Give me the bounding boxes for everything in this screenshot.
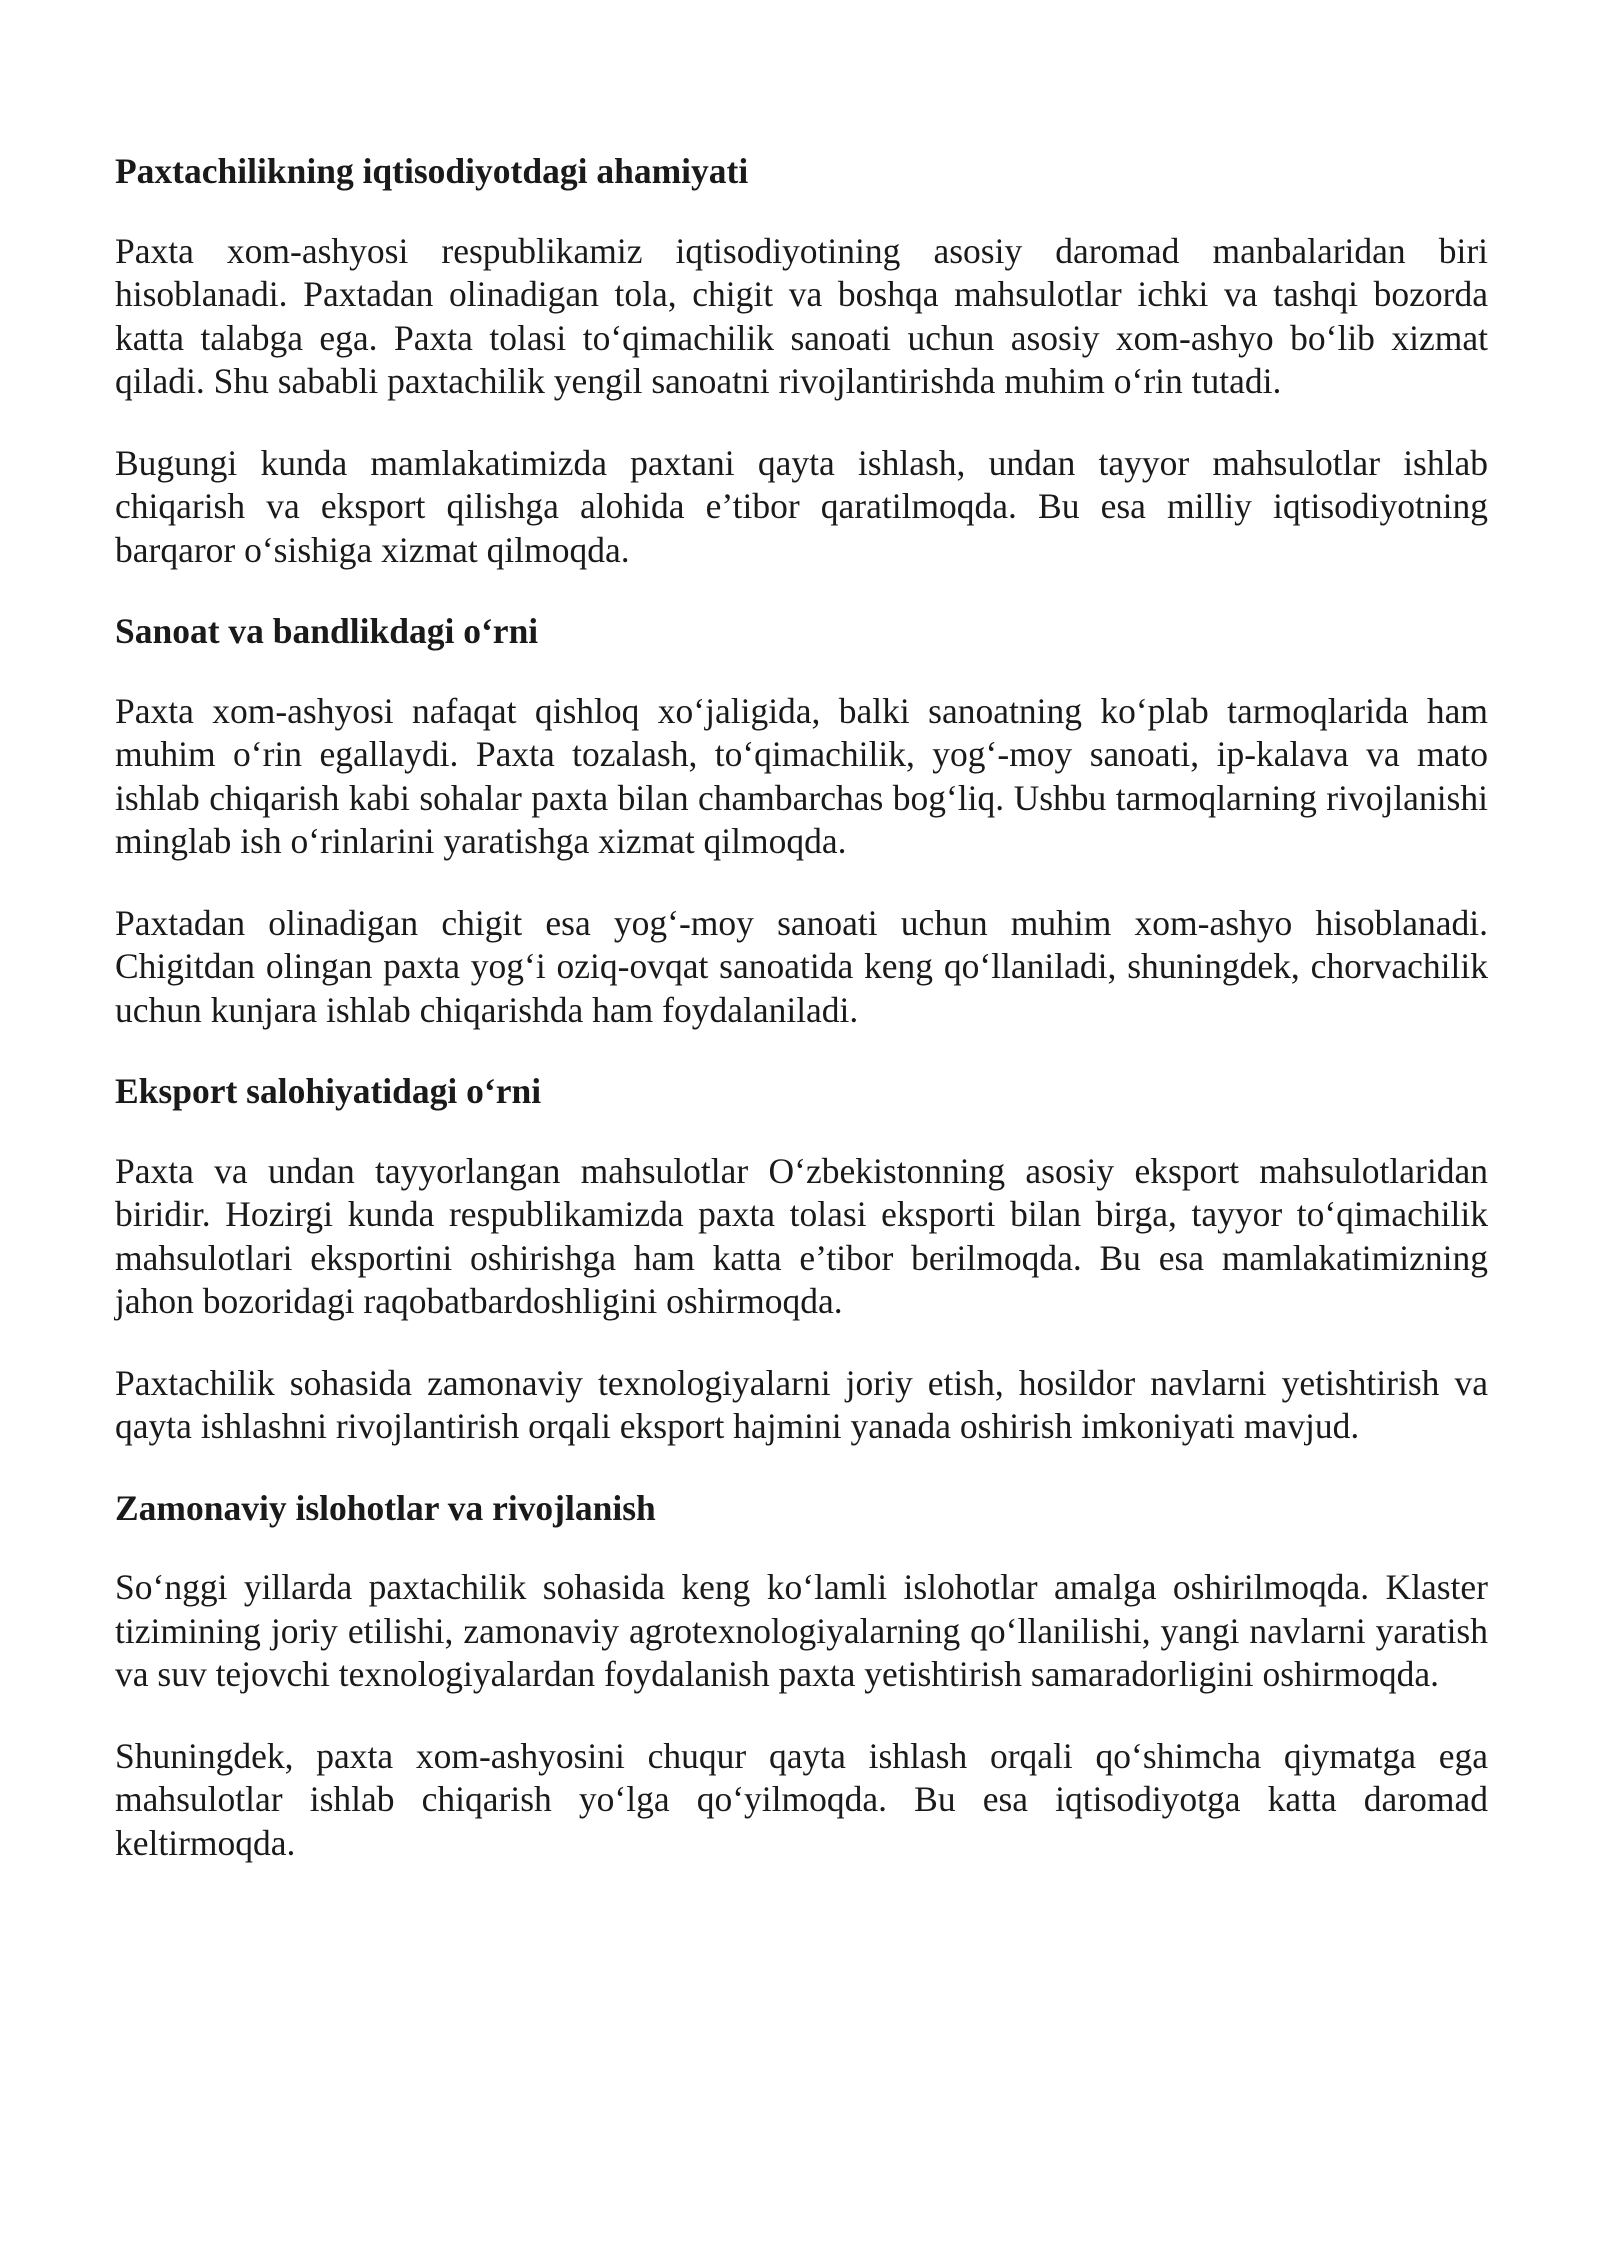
paragraph: So‘nggi yillarda paxtachilik sohasida keng ko‘lamli islohotlar amalga oshirilmoqda. Klaster tizimining joriy etilishi, zamonaviy agrotexnologiyalarning qo‘llanilishi, yangi navlarni yaratish va suv tejovchi texnologiyalardan foydalanish paxta yetishtirish samaradorligini oshirmoqda. [115, 1567, 1488, 1694]
section-modern-reforms [115, 1487, 1488, 1866]
paragraph: Paxta xom-ashyosi nafaqat qishloq xo‘jaligida, balki sanoatning ko‘plab tarmoqlarida ham muhim o‘rin egallaydi. Paxta tozalash, to‘qimachilik, yog‘-moy sanoati, ip-kalava va mato ishlab chiqarish kabi sohalar paxta bilan chambarchas bog‘liq. Ushbu tarmoqlarning rivojlanishi minglab ish o‘rinlarini yaratishga xizmat qilmoqda. [115, 690, 1488, 861]
section-heading: Zamonaviy islohotlar va rivojlanish [115, 1487, 656, 1528]
section-economic-importance [115, 150, 1488, 572]
paragraph: Bugungi kunda mamlakatimizda paxtani qayta ishlash, undan tayyor mahsulotlar ishlab chiqarish va eksport qilishga alohida e’tibor qaratilmoqda. Bu esa milliy iqtisodiyotning barqaror o‘sishiga xizmat qilmoqda. [115, 442, 1488, 570]
section-industry-employment [115, 610, 1488, 1032]
paragraph: Shuningdek, paxta xom-ashyosini chuqur qayta ishlash orqali qo‘shimcha qiymatga ega mahsulotlar ishlab chiqarish yo‘lga qo‘yilmoqda. Bu esa iqtisodiyotga katta daromad keltirmoqda. [115, 1735, 1488, 1863]
paragraph: Paxtadan olinadigan chigit esa yog‘-moy sanoati uchun muhim xom-ashyo hisoblanadi. Chigitdan olingan paxta yog‘i oziq-ovqat sanoatida keng qo‘llaniladi, shuningdek, chorvachilik uchun kunjara ishlab chiqarishda ham foydalaniladi. [115, 902, 1488, 1030]
paragraph: Paxtachilik sohasida zamonaviy texnologiyalarni joriy etish, hosildor navlarni yetishtirish va qayta ishlashni rivojlantirish orqali eksport hajmini yanada oshirish imkoniyati mavjud. [115, 1362, 1488, 1446]
paragraph: Paxta va undan tayyorlangan mahsulotlar O‘zbekistonning asosiy eksport mahsulotlaridan biridir. Hozirgi kunda respublikamizda paxta tolasi eksporti bilan birga, tayyor to‘qimachilik mahsulotlari eksportini oshirishga ham katta e’tibor berilmoqda. Bu esa mamlakatimizning jahon bozoridagi raqobatbardoshligini oshirmoqda. [115, 1150, 1488, 1321]
section-heading: Sanoat va bandlikdagi o‘rni [115, 611, 539, 651]
section-heading: Paxtachilikning iqtisodiyotdagi ahamiyati [115, 151, 749, 191]
document-page [115, 150, 1488, 1903]
paragraph: Paxta xom-ashyosi respublikamiz iqtisodiyotining asosiy daromad manbalaridan biri hisoblanadi. Paxtadan olinadigan tola, chigit va boshqa mahsulotlar ichki va tashqi bozorda katta talabga ega. Paxta tolasi to‘qimachilik sanoati uchun asosiy xom-ashyo bo‘lib xizmat qiladi. Shu sababli paxtachilik yengil sanoatni rivojlantirishda muhim o‘rin tutadi. [115, 230, 1488, 401]
section-export-potential [115, 1070, 1488, 1449]
section-heading: Eksport salohiyatidagi o‘rni [115, 1071, 542, 1111]
